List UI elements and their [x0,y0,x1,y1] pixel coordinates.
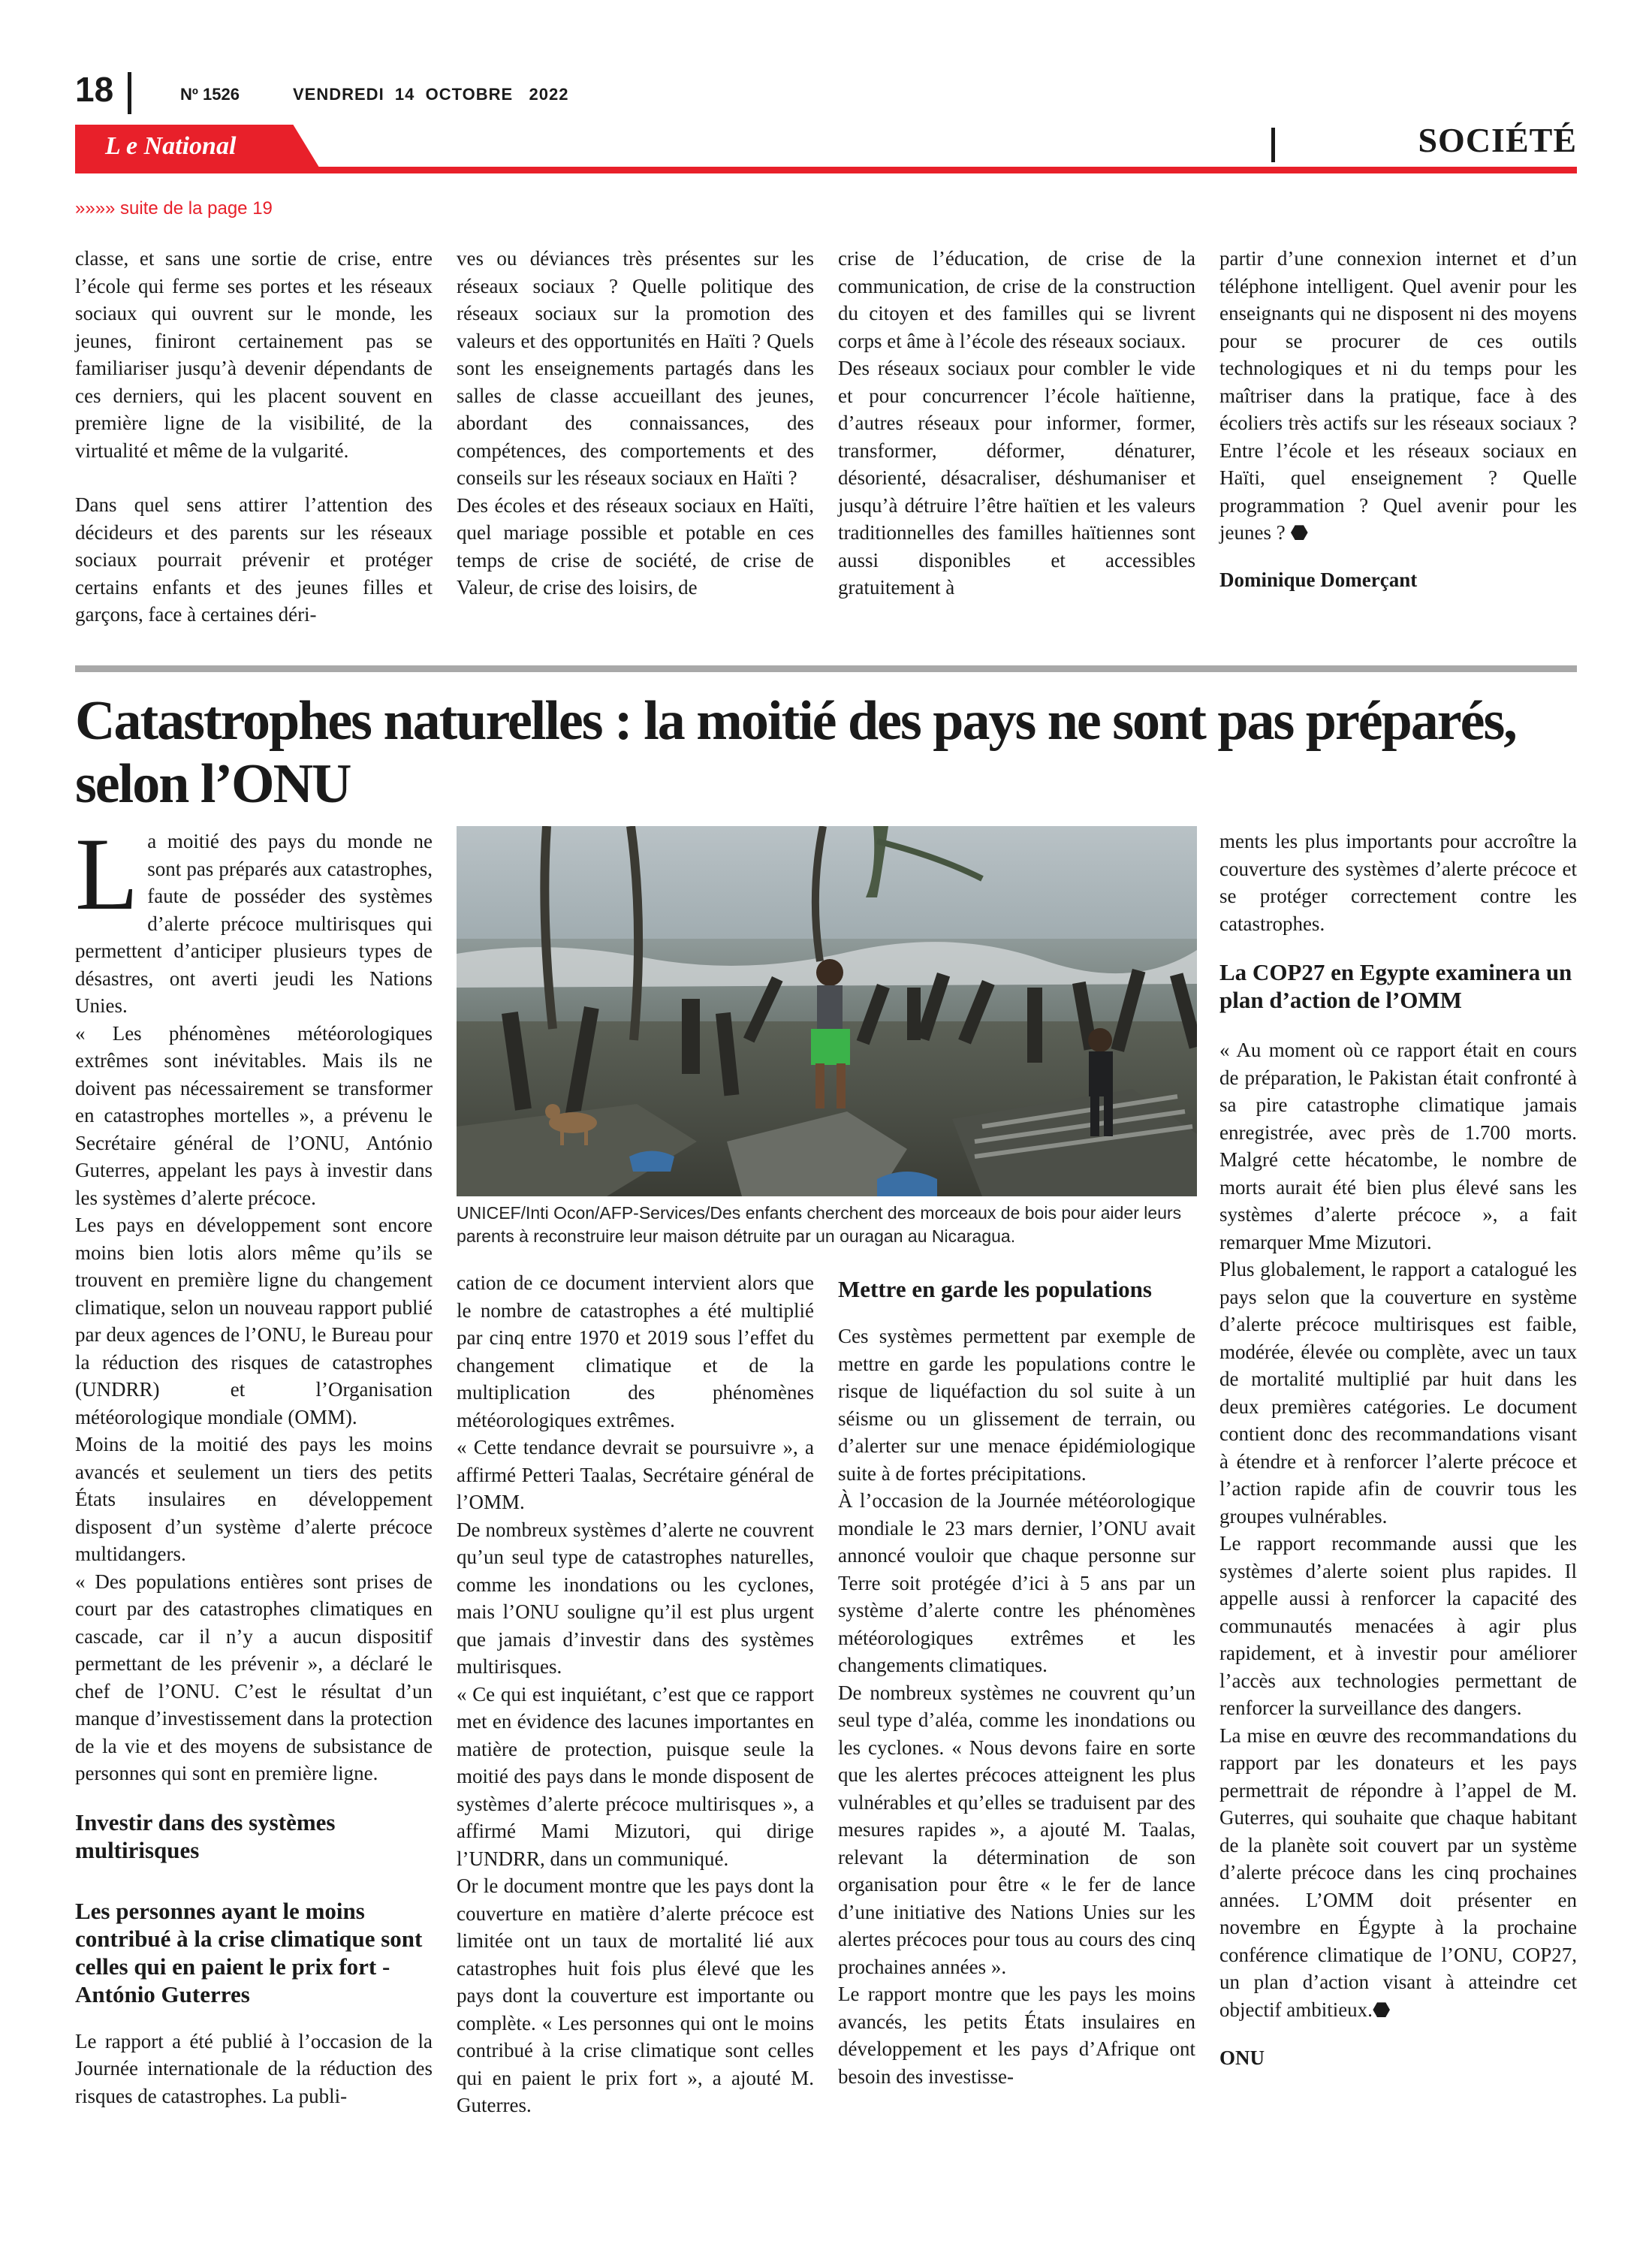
lead-paragraph: a moitié des pays du monde ne sont pas préparés aux catastrophes, faute de posséder des systèmes d’alerte précoce multirisques qui permettent d’anticiper plusieurs types de désastres, ont averti jeudi les Nations Unies. [75,830,433,1017]
author-byline: Dominique Domerçant [1219,568,1418,591]
paragraph: Les pays en développement sont encore moins bien lotis alors même qu’ils se trouvent en première ligne du changement climatique, selon un nouveau rapport publié par deux agences de l’ONU, le Bureau pour la réduction des risques de catastrophes (UNDRR) et l’Organisation météorologique mondiale (OMM). [75,1214,433,1428]
top-article-column-3 [838,245,1195,602]
article-separator [75,665,1577,672]
paragraph: « Ce qui est inquiétant, c’est que ce rapport met en évidence des lacunes importantes en matière de protection, puisque seule la moitié des pays dans le monde disposent de systèmes d’alerte précoce multirisques », a affirmé Mami Mizutori, qui dirige l’UNDRR, dans un communiqué. [457,1682,814,1870]
main-article-column-2 [457,1269,814,2119]
section-divider [1271,128,1275,162]
paragraph: partir d’une connexion internet et d’un téléphone intelligent. Quel avenir pour les enseignants qui ne disposent ni des moyens pour se procurer de ces outils technologiques et ni du temps pour les maîtriser dans la pratique, face à des écoliers très actifs sur les réseaux sociaux ? Entre l’école et les réseaux sociaux en Haïti, quel enseignement ? Quelle programmation ? Quel avenir pour les jeunes ? ⬣ [1219,247,1577,544]
paragraph: « Les phénomènes météorologiques extrêmes sont inévitables. Mais ils ne doivent pas nécessairement se transformer en catastrophes mortelles », a prévenu le Secrétaire général de l’ONU, António Guterres, appelant les pays à investir dans les systèmes d’alerte précoce. [75,1021,433,1209]
paragraph: cation de ce document intervient alors que le nombre de catastrophes a été multiplié par cinq entre 1970 et 2019 sous l’effet du changement climatique et de la multiplication des phénomènes météorologiques extrêmes. [457,1271,814,1431]
paragraph: Le rapport a été publié à l’occasion de la Journée internationale de la réduction des risques de catastrophes. La publi- [75,2029,433,2107]
publication-date: VENDREDI 14 OCTOBRE 2022 [293,85,569,104]
news-photo [457,826,1197,1196]
paragraph: Le rapport montre que les pays les moins avancés, les petits États insulaires en développement et les pays d’Afrique ont besoin des investisse- [838,1983,1195,2088]
subheading: La COP27 en Egypte examinera un plan d’action de l’OMM [1219,959,1572,1013]
paragraph: Dans quel sens attirer l’attention des décideurs et des parents sur les réseaux sociaux pourrait prévenir et protéger certains enfants et des jeunes filles et garçons, face à certaines déri- [75,493,433,626]
top-article-column-1 [75,245,433,629]
main-article-column-4 [1219,828,1577,2072]
article-source: ONU [1219,2046,1265,2069]
paragraph: ments les plus importants pour accroître la couverture des systèmes d’alerte précoce et se protéger correctement contre les catastrophes. [1219,830,1577,935]
article-headline: Catastrophes naturelles : la moitié des pays ne sont pas préparés, selon l’ONU [75,690,1516,815]
page-number: 18 [75,70,114,109]
issue-number: Nº 1526 [180,85,240,104]
continuation-note: »»»» suite de la page 19 [75,198,273,219]
paragraph: Moins de la moitié des pays les moins avancés et seulement un tiers des petits États insulaires en développement disposent d’un système d’alerte précoce multidangers. [75,1433,433,1565]
paragraph: classe, et sans une sortie de crise, entre l’école qui ferme ses portes et les réseaux sociaux qui ouvrent sur le monde, les jeunes, finiront certainement pas se familiariser jusqu’à devenir dépendants de ces derniers, qui les placent souvent en première ligne de la visibilité, de la virtualité et même de la vulgarité. [75,247,433,462]
main-article-column-3 [838,1269,1195,2090]
paragraph: Des écoles et des réseaux sociaux en Haïti, quel mariage possible et potable en ces temps de crise de société, de crise de Valeur, de crise des loisirs, de [457,493,814,599]
subheading: Mettre en garde les populations [838,1276,1152,1302]
paragraph: À l’occasion de la Journée météorologique mondiale le 23 mars dernier, l’ONU avait annoncé vouloir que chaque personne sur Terre soit protégée d’ici à 5 ans par un système d’alerte contre les phénomènes météorologiques extrêmes et les changements climatiques. [838,1489,1195,1676]
subheading: Investir dans des systèmes multirisques [75,1808,336,1863]
subheading: Les personnes ayant le moins contribué à la crise climatique sont celles qui en paient le prix fort - António Guterres [75,1897,423,2007]
paragraph: « Cette tendance devrait se poursuivre », a affirmé Petteri Taalas, Secrétaire général de l’OMM. [457,1436,814,1513]
drop-cap: L [75,816,139,931]
photo-caption: UNICEF/Inti Ocon/AFP-Services/Des enfants cherchent des morceaux de bois pour aider leurs parents à reconstruire leur maison détruite par un ouragan au Nicaragua. [457,1203,1182,1246]
paragraph: De nombreux systèmes d’alerte ne couvrent qu’un seul type de catastrophes naturelles, comme les inondations ou les cyclones, mais l’ONU souligne qu’il est plus urgent que jamais d’investir dans des systèmes multirisques. [457,1518,814,1678]
paragraph: De nombreux systèmes ne couvrent qu’un seul type d’aléa, comme les inondations ou les cyclones. « Nous devons faire en sorte que les alertes précoces atteignent les plus vulnérables et qu’elles se traduisent par des mesures rapides », a ajouté M. Taalas, relevant la détermination de son organisation pour être « le fer de lance d’une initiative des Nations Unies sur les alertes précoces pour tous au cours des cinq prochaines années ». [838,1681,1195,1978]
paragraph: Plus globalement, le rapport a catalogué les pays selon que la couverture en système d’alerte précoce multirisques est faible, modérée, élevée ou complète, avec un taux de mortalité multiplié par huit dans les deux premières catégories. Le document contient donc des recommandations visant à étendre et à renforcer l’alerte précoce et l’action rapide afin de couvrir tous les groupes vulnérables. [1219,1258,1577,1528]
top-article-column-2 [457,245,814,602]
newspaper-logo: L e National [105,132,237,160]
paragraph: Des réseaux sociaux pour combler le vide et pour concurrencer l’école haïtienne, d’autres réseaux pour informer, former, transformer, déformer, dénaturer, désorienté, désacraliser, déshumaniser et jusqu’à détruire l’être haïtien et les valeurs traditionnelles des familles haïtiennes sont aussi disponibles et accessibles gratuitement à [838,357,1195,599]
paragraph: ves ou déviances très présentes sur les réseaux sociaux ? Quelle politique des réseaux sociaux sur la promotion des valeurs et des opportunités en Haïti ? Quels sont les enseignements partagés dans les salles de classe accueillant des jeunes, abordant des connaissances, des compétences, des comportements et des conseils sur les réseaux sociaux en Haïti ? [457,247,814,489]
top-article-column-4 [1219,245,1577,593]
paragraph: « Des populations entières sont prises de court par des catastrophes climatiques en cascade, car il n’y a aucun dispositif permettant de les prévenir », a déclaré le chef de l’ONU. C’est le résultat d’un manque d’investissement dans la protection de la vie et des moyens de subsistance de personnes qui sont en première ligne. [75,1570,433,1784]
paragraph: Or le document montre que les pays dont la couverture en matière d’alerte précoce est limitée ont un taux de mortalité lié aux catastrophes huit fois plus élevé que les pays dont la couverture est importante ou complète. « Les personnes qui ont le moins contribué à la crise climatique sont celles qui en paient le prix fort », a ajouté M. Guterres. [457,1874,814,2116]
paragraph: Le rapport recommande aussi que les systèmes d’alerte soient plus rapides. Il appelle aussi à renforcer la capacité des communautés menacées à agir plus rapidement, et à investir pour améliorer l’accès aux technologies permettant de renforcer la surveillance des dangers. [1219,1532,1577,1719]
section-title: SOCIÉTÉ [1418,121,1577,159]
paragraph: « Au moment où ce rapport était en cours de préparation, le Pakistan était confronté à sa pire catastrophe climatique jamais enregistrée, avec près de 1.700 morts. Malgré cette hécatombe, le nombre de morts aurait été bien plus élevé sans les systèmes d’alerte précoce », a fait remarquer Mme Mizutori. [1219,1039,1577,1253]
main-article-column-1 [75,816,433,2110]
paragraph: Ces systèmes permettent par exemple de mettre en garde les populations contre le risque de liquéfaction du sol suite à un séisme ou un glissement de terrain, ou d’alerter sur une menace épidémiologique suite à de fortes précipitations. [838,1325,1195,1485]
paragraph: crise de l’éducation, de crise de la communication, de crise de la construction du citoyen et des familles qui se livrent corps et âme à l’école des réseaux sociaux. [838,247,1195,352]
paragraph: La mise en œuvre des recommandations du rapport par les donateurs et les pays permettrait de répondre à l’appel de M. Guterres, qui souhaite que chaque habitant de la planète soit couvert par un système d’alerte précoce dans les cinq prochaines années. L’OMM doit présenter en novembre en Égypte à la prochaine conférence climatique de l’ONU, COP27, un plan d’action visant à atteindre cet objectif ambitieux.⬣ [1219,1724,1577,2021]
page-number-divider [128,72,131,114]
